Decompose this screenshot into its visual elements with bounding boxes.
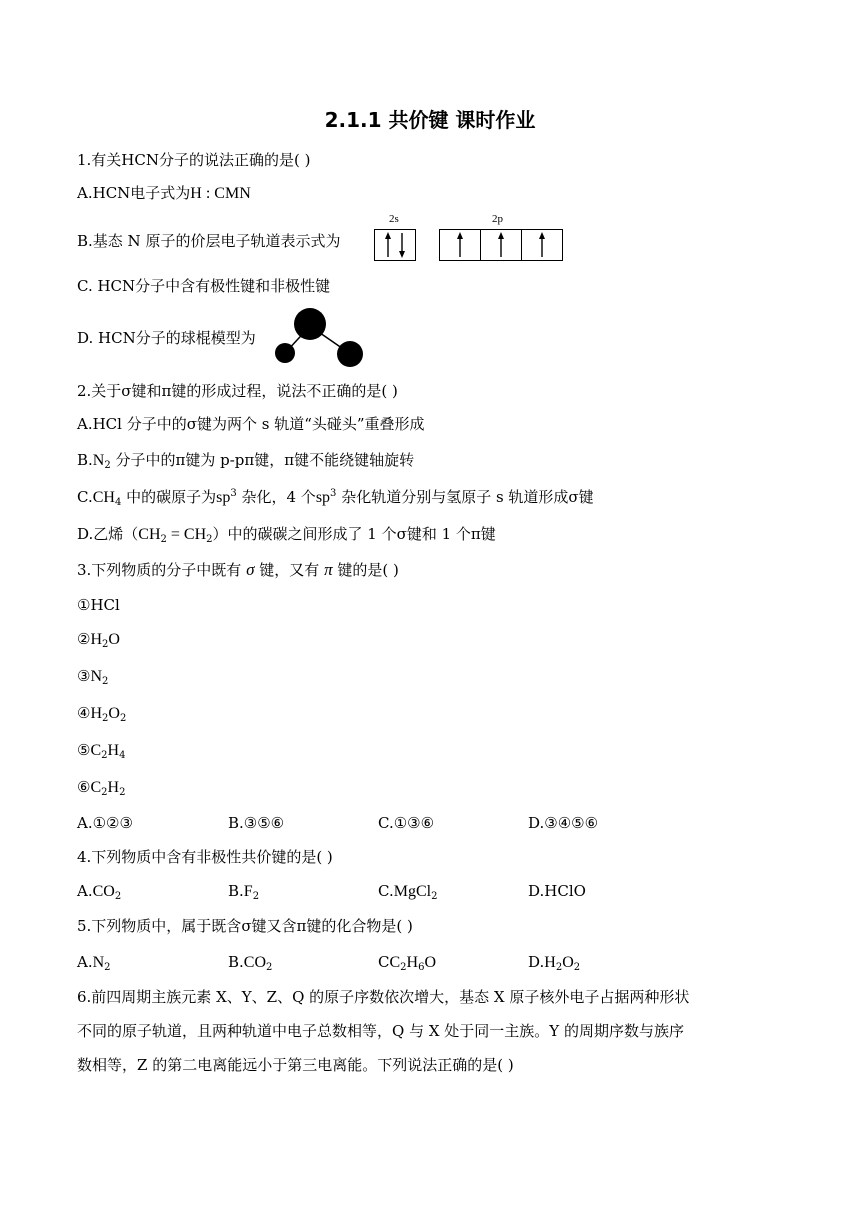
q4-option-b: $B.F_2$: [228, 882, 260, 902]
q1-option-b: B.基态 N 原子的价层电子轨道表示式为: [77, 232, 341, 250]
q6-line-2: 不同的原子轨道，且两种轨道中电子总数相等，Q 与 X 处于同一主族。Y 的周期序数与族序: [77, 1022, 684, 1040]
q2-option-d: D.乙烯$(CH_2 = CH_2)$中的碳碳之间形成了 1 个σ键和 1 个π键: [77, 525, 496, 545]
q6-line-1: 6.前四周期主族元素 X、Y、Z、Q 的原子序数依次增大，基态 X 原子核外电子占据两种形状: [77, 988, 690, 1006]
orbital-2p-label: 2p: [492, 213, 503, 225]
orbital-2p-box: [439, 229, 563, 261]
page-title: 2.1.1 共价键 课时作业: [324, 108, 536, 132]
orbital-2p-cell: [440, 230, 481, 260]
up-arrow-icon: [440, 230, 480, 260]
q5-option-c: $CC_2H_6O$: [378, 953, 437, 973]
q1-option-a: A.HCN电子式为H : CMN: [77, 184, 251, 202]
q1-stem: 1.有关HCN分子的说法正确的是( ): [77, 151, 311, 169]
q4-option-c: C.MgCl$_2$: [378, 882, 438, 902]
q3-item-6: $⑥C_2H_2$: [77, 778, 126, 798]
q2-option-a: A.HCl 分子中的σ键为两个 s 轨道“头碰头”重叠形成: [77, 415, 425, 433]
q3-item-5: $⑤C_2H_4$: [77, 741, 126, 761]
q3-item-4: $④H_2O_2$: [77, 704, 127, 724]
q6-line-3: 数相等，Z 的第二电离能远小于第三电离能。下列说法正确的是( ): [77, 1056, 514, 1074]
q1-option-c: C. HCN分子中含有极性键和非极性键: [77, 277, 331, 295]
up-down-arrow-icon: [375, 230, 415, 260]
q3-option-a: A.①②③: [77, 814, 133, 832]
q3-stem: 3.下列物质的分子中既有 σ 键，又有 π 键的是( ): [77, 560, 399, 579]
orbital-2s-box: [374, 229, 416, 261]
q5-stem: 5.下列物质中，属于既含σ键又含π键的化合物是( ): [77, 917, 413, 935]
q3-item-2: $②H_2O$: [77, 630, 120, 650]
q3-option-d: D.③④⑤⑥: [528, 814, 599, 832]
q2-option-b: $B.N_2$ 分子中的π键为 p-pπ键，π键不能绕键轴旋转: [77, 451, 415, 471]
orbital-2s-cell: [375, 230, 415, 260]
q3-option-b: B.③⑤⑥: [228, 814, 285, 832]
q2-stem: 2.关于σ键和π键的形成过程，说法不正确的是( ): [77, 382, 398, 400]
q1-option-d: D. HCN分子的球棍模型为: [77, 329, 256, 347]
up-arrow-icon: [481, 230, 521, 260]
up-arrow-icon: [522, 230, 562, 260]
q5-option-a: $A.N_2$: [77, 953, 111, 973]
q2-option-c: $C.CH_4$ 中的碳原子为$sp^3$ 杂化，4 个$sp^3$ 杂化轨道分别与氢原子 s 轨道形成σ键: [77, 488, 594, 508]
q4-stem: 4.下列物质中含有非极性共价键的是( ): [77, 848, 333, 866]
q4-option-d: D.HClO: [528, 882, 586, 900]
q3-item-3: $③N_2$: [77, 667, 109, 687]
q4-option-a: $A.CO_2$: [77, 882, 122, 902]
q3-option-c: C.①③⑥: [378, 814, 435, 832]
q5-option-d: $D.H_2O_2$: [528, 953, 581, 973]
ball-stick-model-icon: [272, 305, 368, 369]
q3-item-1: ①HCl: [77, 596, 120, 614]
orbital-2p-cell: [522, 230, 562, 260]
q5-option-b: $B.CO_2$: [228, 953, 273, 973]
orbital-2s-label: 2s: [389, 213, 399, 225]
orbital-2p-cell: [481, 230, 522, 260]
